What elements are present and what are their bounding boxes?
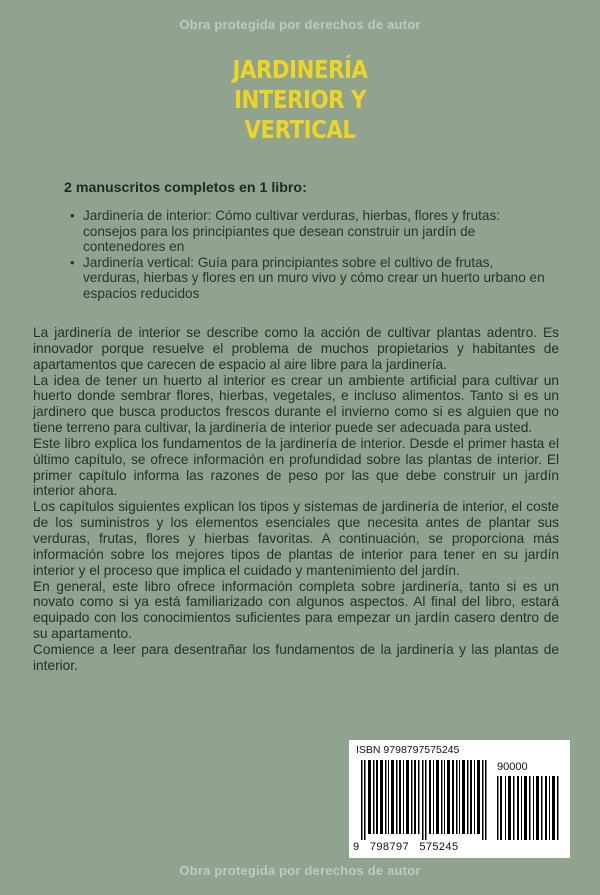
- watermark-top: Obra protegida por derechos de autor: [179, 17, 421, 32]
- paragraph: En general, este libro ofrece información completa sobre jardinería, tanto si es un novato como si ya está familiarizado con algunos aspectos. Al final del libro, estará equipado con los conocimientos suficientes para empezar un jardín casero dentro de su apartamento.: [33, 578, 559, 642]
- addon-barcode-icon: [497, 776, 559, 840]
- list-item: [70, 208, 548, 255]
- watermark-bottom: Obra protegida por derechos de autor: [179, 863, 421, 878]
- list-item-text: Jardinería vertical: Guía para principiantes sobre el cultivo de frutas, verduras, hierbas y flores en un muro vivo y cómo crear un huerto urbano en espacios reducidos: [83, 254, 545, 301]
- manuscript-list: [70, 208, 548, 302]
- description: [33, 325, 559, 674]
- barcode-box: [349, 740, 570, 858]
- price-code: 90000: [497, 761, 528, 773]
- paragraph: Los capítulos siguientes explican los tipos y sistemas de jardinería de interior, el coste de los suministros y los elementos esenciales que necesita antes de plantar sus verduras, frutas, flores y hierbas favoritas. A continuación, se proporciona más información sobre los mejores tipos de plantas de interior para tener en su jardín interior y el proceso que implica el cuidado y mantenimiento del jardín.: [33, 499, 559, 578]
- barcode-digits: 9 798797 575245: [353, 841, 459, 853]
- paragraph: Comience a leer para desentrañar los fundamentos de la jardinería y las plantas de interior.: [33, 641, 559, 673]
- list-item: [70, 255, 548, 302]
- subtitle: 2 manuscritos completos en 1 libro:: [64, 180, 307, 196]
- paragraph: La jardinería de interior se describe como la acción de cultivar plantas adentro. Es innovador porque resuelve el problema de muchos propietarios y habitantes de apartamentos que carecen de espacio al aire libre para la jardinería.: [33, 325, 559, 372]
- book-title: [45, 55, 555, 145]
- title-line-3: VERTICAL: [244, 115, 356, 144]
- paragraph: La idea de tener un huerto al interior es crear un ambiente artificial para cultivar un huerto donde sembrar flores, hierbas, vegetales, e incluso alimentos. Tanto si es un jardinero que busca productos frescos durante el invierno como si es alguien que no tiene terreno para cultivar, la jardinería de interior puede ser adecuada para usted.: [33, 372, 559, 436]
- paragraph: Este libro explica los fundamentos de la jardinería de interior. Desde el primer hasta el último capítulo, se ofrece información en profundidad sobre las plantas de interior. El primer capítulo informa las razones de peso por las que debe construir un jardín interior ahora.: [33, 435, 559, 499]
- title-line-1: JARDINERÍA: [232, 55, 368, 84]
- title-line-2: INTERIOR Y: [234, 85, 366, 114]
- list-item-text: Jardinería de interior: Cómo cultivar verduras, hierbas, flores y frutas: consejos para los principiantes que desean construir un jardín de contenedores en: [83, 208, 501, 255]
- barcode-icon: [361, 760, 491, 840]
- isbn-label: ISBN 9798797575245: [356, 744, 460, 756]
- bullet-icon: •: [70, 208, 75, 223]
- bullet-icon: •: [70, 254, 75, 270]
